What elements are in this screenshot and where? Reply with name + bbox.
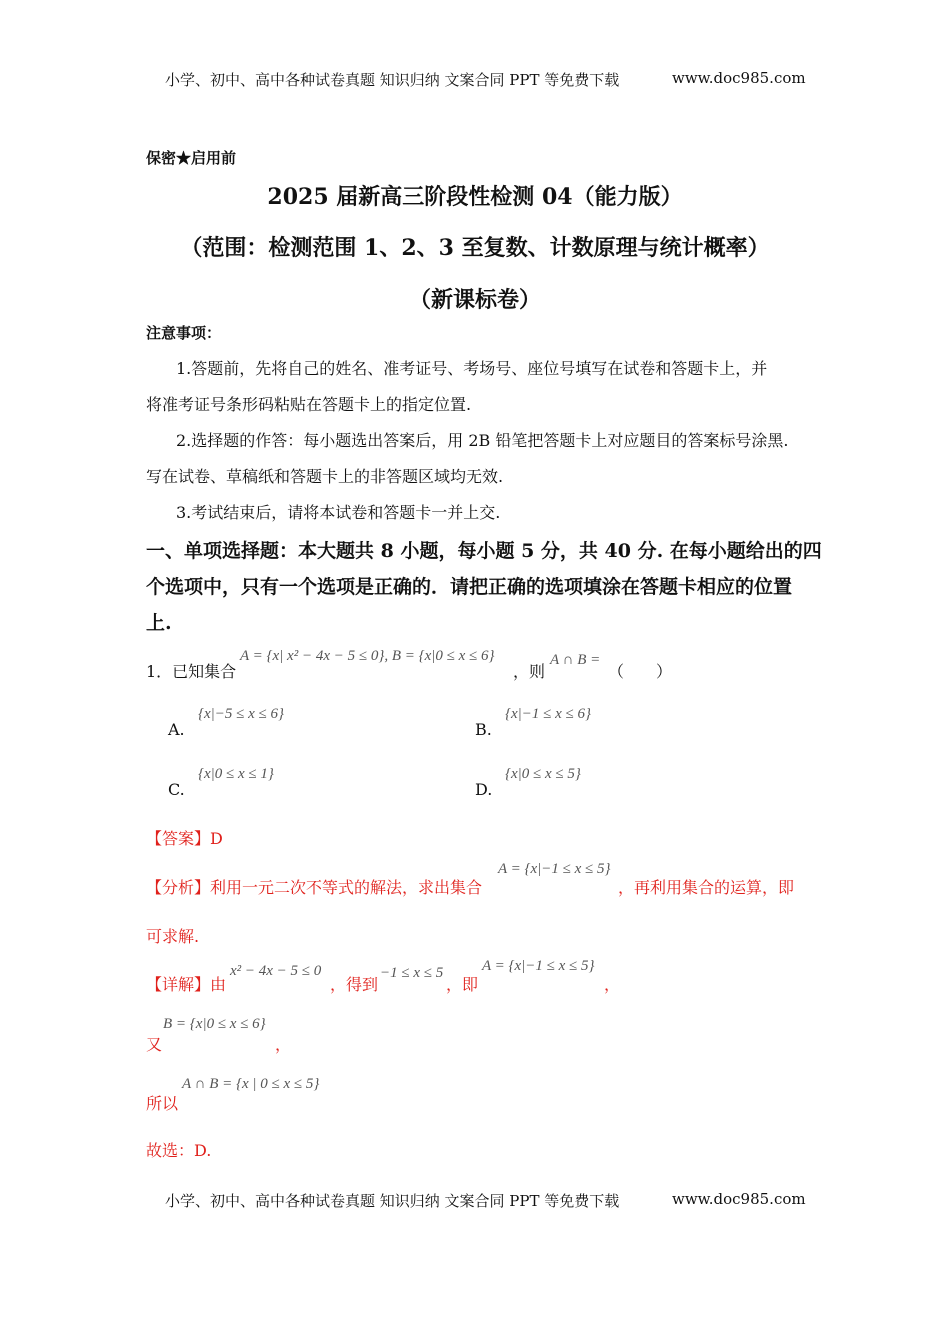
analysis-set: A = {x|−1 ≤ x ≤ 5} bbox=[498, 861, 611, 877]
detail-prefix: 【详解】由 bbox=[146, 975, 227, 994]
note-item-2-line-1: 2.选择题的作答：每小题选出答案后，用 2B 铅笔把答题卡上对应题目的答案标号涂黑. bbox=[176, 431, 789, 450]
b-set: B = {x|0 ≤ x ≤ 6} bbox=[163, 1016, 266, 1032]
option-b-value: {x|−1 ≤ x ≤ 6} bbox=[505, 706, 592, 722]
question-1-answer-paren: （ ） bbox=[608, 662, 673, 681]
note-item-1-line-1: 1.答题前，先将自己的姓名、准考证号、考场号、座位号填写在试卷和答题卡上，并 bbox=[176, 359, 768, 378]
notes-heading: 注意事项： bbox=[146, 324, 222, 342]
result-set: A ∩ B = {x | 0 ≤ x ≤ 5} bbox=[182, 1076, 320, 1092]
option-c-label: C. bbox=[168, 780, 185, 799]
note-item-2-line-2: 写在试卷、草稿纸和答题卡上的非答题区域均无效. bbox=[146, 467, 504, 486]
question-1-intersection: A ∩ B = bbox=[550, 652, 601, 668]
page-subtitle-scope: （范围：检测范围 1、2、3 至复数、计数原理与统计概率） bbox=[180, 235, 770, 261]
page-title: 2025 届新高三阶段性检测 04（能力版） bbox=[267, 184, 683, 210]
option-d-label: D. bbox=[475, 780, 493, 799]
question-1-then: ，则 bbox=[513, 662, 546, 681]
detail-set: A = {x|−1 ≤ x ≤ 5} bbox=[482, 958, 595, 974]
option-b-label: B. bbox=[475, 720, 492, 739]
answer-line: 【答案】D bbox=[146, 829, 223, 848]
detail-ie: ，即 bbox=[446, 975, 479, 994]
section-heading-line-2: 个选项中，只有一个选项是正确的．请把正确的选项填涂在答题卡相应的位置 bbox=[146, 576, 793, 598]
option-d-value: {x|0 ≤ x ≤ 5} bbox=[505, 766, 581, 782]
detail-inequality: x² − 4x − 5 ≤ 0 bbox=[230, 963, 322, 979]
analysis-prefix: 【分析】利用一元二次不等式的解法，求出集合 bbox=[146, 878, 483, 897]
option-c-value: {x|0 ≤ x ≤ 1} bbox=[198, 766, 274, 782]
section-heading-line-1: 一、单项选择题：本大题共 8 小题，每小题 5 分，共 40 分. 在每小题给出的四 bbox=[146, 540, 822, 562]
question-1-sets: A = {x| x² − 4x − 5 ≤ 0}, B = {x|0 ≤ x ≤ 6} bbox=[240, 648, 495, 664]
page-subtitle-paper: （新课标卷） bbox=[408, 287, 541, 313]
choose-line: 故选：D. bbox=[146, 1141, 212, 1160]
option-a-value: {x|−5 ≤ x ≤ 6} bbox=[198, 706, 285, 722]
analysis-suffix: ，再利用集合的运算，即 bbox=[618, 878, 795, 897]
option-a-label: A. bbox=[168, 720, 185, 739]
detail-range: −1 ≤ x ≤ 5 bbox=[380, 965, 444, 981]
note-item-3: 3.考试结束后，请将本试卷和答题卡一并上交. bbox=[176, 503, 501, 522]
footer-site-link[interactable]: www.doc985.com bbox=[672, 1190, 806, 1208]
therefore-label: 所以 bbox=[146, 1094, 179, 1113]
footer-promo-text: 小学、初中、高中各种试卷真题 知识归纳 文案合同 PPT 等免费下载 bbox=[165, 1192, 620, 1210]
section-heading-line-3: 上. bbox=[146, 612, 172, 634]
b-set-comma: ， bbox=[275, 1035, 292, 1054]
analysis-line-2: 可求解. bbox=[146, 927, 200, 946]
detail-comma: ， bbox=[604, 975, 621, 994]
header-promo-text: 小学、初中、高中各种试卷真题 知识归纳 文案合同 PPT 等免费下载 bbox=[165, 71, 620, 89]
header-site-link[interactable]: www.doc985.com bbox=[672, 69, 806, 87]
detail-get: ，得到 bbox=[330, 975, 379, 994]
question-1-stem: 1．已知集合 bbox=[146, 662, 237, 681]
also-label: 又 bbox=[146, 1035, 163, 1054]
confidential-label: 保密★启用前 bbox=[146, 149, 237, 167]
note-item-1-line-2: 将准考证号条形码粘贴在答题卡上的指定位置. bbox=[146, 395, 472, 414]
